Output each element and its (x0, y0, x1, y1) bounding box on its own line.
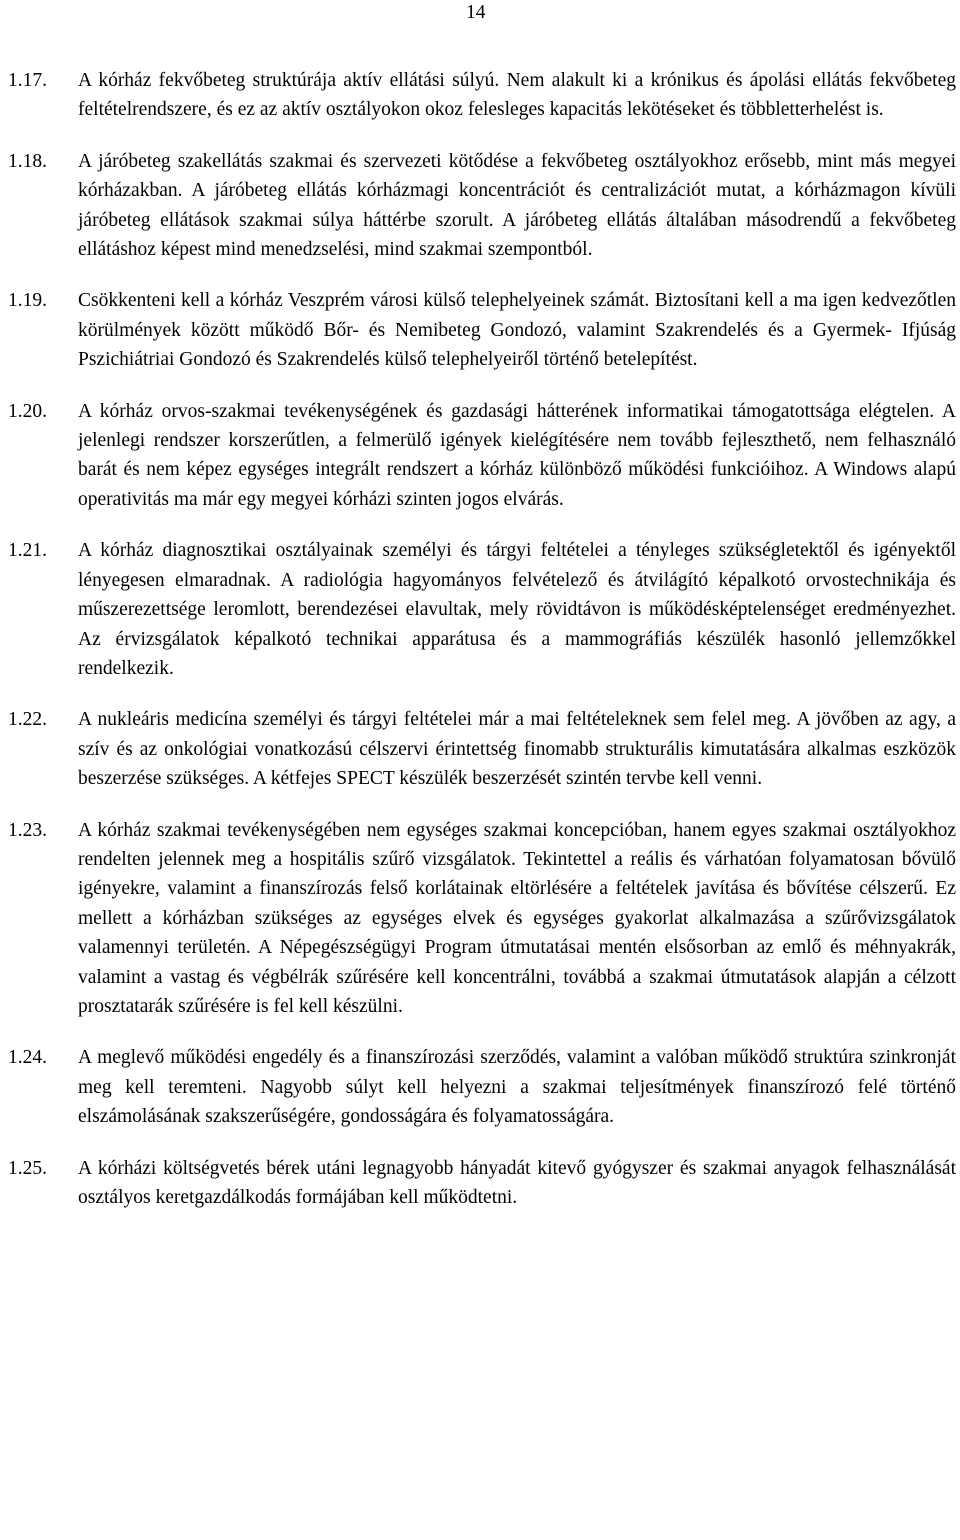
list-item (8, 1154, 956, 1213)
page-number: 14 (466, 2, 486, 23)
list-item (8, 705, 956, 793)
item-text: A járóbeteg szakellátás szakmai és szervezeti kötődése a fekvőbeteg osztályokhoz erősebb, mint más megyei kórházakban. A járóbeteg ellátás kórházmagi koncentrációt és centralizációt mutat, a kórházmagon kívüli járóbeteg ellátások szakmai súlya háttérbe szorult. A járóbeteg ellátás általában másodrendű a fekvőbeteg ellátáshoz képest mind menedzselési, mind szakmai szempontból. (78, 150, 956, 261)
document-body (8, 66, 956, 1234)
item-text: A kórház szakmai tevékenységében nem egységes szakmai koncepcióban, hanem egyes szakmai osztályokhoz rendelten jelennek meg a hospitális szűrő vizsgálatok. Tekintettel a reális és várhatóan folyamatosan bővülő igényekre, valamint a finanszírozás felső korlátainak eltörlésére a feltételek javítása és bővítése célszerű. Ez mellett a kórházban szükséges az egységes elvek és egységes gyakorlat alkalmazása a szűrővizsgálatok valamennyi területén. A Népegészségügyi Program útmutatásai mentén elsősorban az emlő és méhnyakrák, valamint a vastag és végbélrák szűrésére kell koncentrálni, továbbá a szakmai útmutatások alapján a célzott prosztatarák szűrésére is fel kell készülni. (78, 819, 956, 1017)
item-number: 1.17. (8, 70, 47, 91)
item-number: 1.25. (8, 1157, 47, 1179)
list-item (8, 66, 956, 125)
item-number: 1.18. (8, 150, 47, 172)
list-item (8, 286, 956, 374)
list-item (8, 816, 956, 1022)
item-text: A kórházi költségvetés bérek utáni legnagyobb hányadát kitevő gyógyszer és szakmai anyagok felhasználását osztályos keretgazdálkodás formájában kell működtetni. (78, 1157, 956, 1208)
item-text: Csökkenteni kell a kórház Veszprém városi külső telephelyeinek számát. Biztosítani kell a ma igen kedvezőtlen körülmények között működő Bőr- és Nemibeteg Gondozó, valamint Szakrendelés és a Gyermek- Ifjúság Pszichiátriai Gondozó és Szakrendelés külső telephelyeiről történő betelepítést. (78, 290, 956, 371)
list-item (8, 397, 956, 515)
item-number: 1.20. (8, 400, 47, 422)
item-number: 1.21. (8, 540, 47, 562)
item-text: A kórház fekvőbeteg struktúrája aktív ellátási súlyú. Nem alakult ki a krónikus és ápolási ellátás fekvőbeteg feltételrendszere, és ez az aktív osztályokon okoz felesleges kapacitás lekötéseket és többletterhelést is. (78, 70, 956, 121)
item-number: 1.23. (8, 819, 47, 841)
item-text: A kórház orvos-szakmai tevékenységének és gazdasági hátterének informatikai támogatottsága elégtelen. A jelenlegi rendszer korszerűtlen, a felmerülő igények kielégítésére nem tovább fejleszthető, nem felhasználó barát és nem képez egységes integrált rendszert a kórház különböző működési funkcióihoz. A Windows alapú operativitás ma már egy megyei kórházi szinten jogos elvárás. (78, 400, 956, 510)
list-item (8, 1043, 956, 1131)
item-number: 1.19. (8, 290, 47, 312)
item-number: 1.22. (8, 709, 47, 731)
list-item (8, 147, 956, 265)
list-item (8, 536, 956, 683)
item-text: A meglevő működési engedély és a finanszírozási szerződés, valamint a valóban működő struktúra szinkronját meg kell teremteni. Nagyobb súlyt kell helyezni a szakmai teljesítmények finanszírozó felé történő elszámolásának szakszerűségére, gondosságára és folyamatosságára. (78, 1047, 956, 1128)
item-text: A kórház diagnosztikai osztályainak személyi és tárgyi feltételei a tényleges szükségletektől és igényektől lényegesen elmaradnak. A radiológia hagyományos felvételező és átvilágító képalkotó orvostechnikája és műszerezettsége leromlott, berendezései elavultak, mely rövidtávon is működésképtelenséget eredményezhet. Az érvizsgálatok képalkotó technikai apparátusa és a mammográfiás készülék hasonló jellemzőkkel rendelkezik. (78, 540, 956, 679)
item-number: 1.24. (8, 1047, 47, 1069)
item-text: A nukleáris medicína személyi és tárgyi feltételei már a mai feltételeknek sem felel meg. A jövőben az agy, a szív és az onkológiai vonatkozású célszervi érintettség finomabb strukturális kimutatására alkalmas eszközök beszerzése szükséges. A kétfejes SPECT készülék beszerzését szintén tervbe kell venni. (78, 709, 956, 790)
